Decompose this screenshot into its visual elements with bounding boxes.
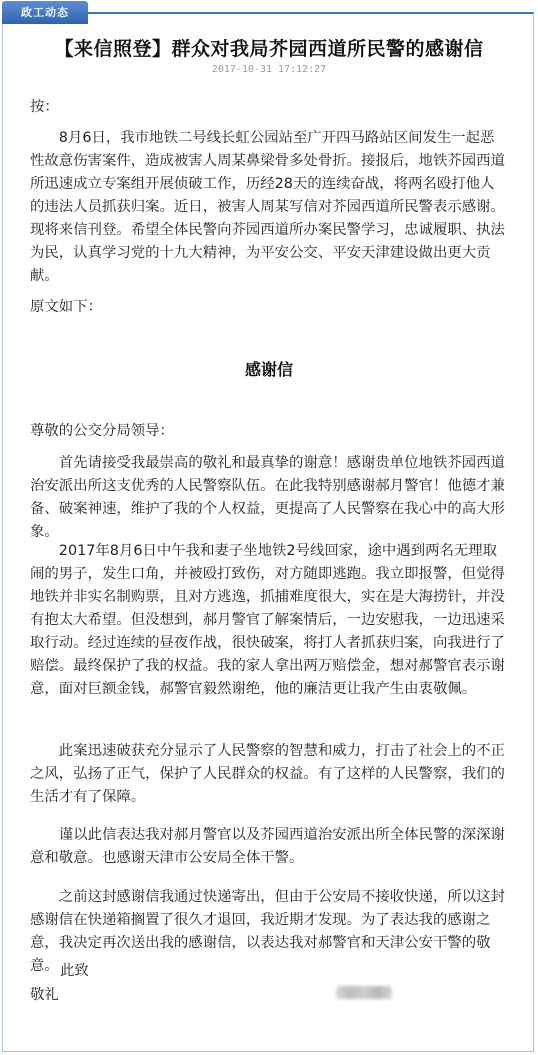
- letter-closing-2: 敬礼: [30, 987, 59, 1003]
- article-title: 【来信照登】群众对我局芥园西道所民警的感谢信: [54, 38, 484, 60]
- letter-paragraph: 首先请接受我最崇高的敬礼和最真挚的谢意！感谢贵单位地铁芥园西道治安派出所这支优秀的人民警察队伍。在此我特别感谢郝月警官！他德才兼备、破案神速，维护了我的个人权益，更提高了人民警察在我心中的高大形象。: [30, 455, 505, 540]
- letter-salutation: 尊敬的公交分局领导：: [30, 423, 174, 439]
- letter-paragraph: 此案迅速破获充分显示了人民警察的智慧和威力，打击了社会上的不正之风，弘扬了正气，保护了人民群众的权益。有了这样的人民警察，我们的生活才有了保障。: [30, 743, 505, 805]
- note-label: 按：: [30, 99, 59, 115]
- letter-paragraph: 之前这封感谢信我通过快递寄出，但由于公安局不接收快递，所以这封感谢信在快递箱搁置了很久才退回，我近期才发现。为了表达我的感谢之意，我决定再次送出我的感谢信，以表达我对郝警官和天津公安干警的敬意。: [30, 889, 505, 974]
- letter-paragraph: 谨以此信表达我对郝月警官以及芥园西道治安派出所全体民警的深深谢意和敬意。也感谢天津市公安局全体干警。: [30, 827, 505, 866]
- article-date: 2017-10-31 17:12:27: [211, 64, 327, 75]
- letter-closing-1: 此致: [60, 963, 89, 979]
- tab-news-category[interactable]: 政工动态: [2, 1, 88, 24]
- letter-paragraph: 2017年8月6日中午我和妻子坐地铁2号线回家，途中遇到两名无理取闹的男子，发生口角，并被殴打致伤，对方随即逃跑。我立即报警，但觉得地铁并非实名制购票，且对方逃逸，抓捕难度很大，实在是大海捞针，并没有抱太大希望。但没想到，郝月警官了解案情后，一边安慰我，一边迅速采取行动。经过连续的昼夜作战，很快破案，将打人者抓获归案，向我进行了赔偿。最终保护了我的权益。我的家人拿出两万赔偿金，想对郝警官表示谢意，面对巨额金钱，郝警官毅然谢绝，他的廉洁更让我产生由衷敬佩。: [30, 543, 505, 697]
- redacted-signature: [336, 986, 392, 999]
- letter-heading: 感谢信: [244, 360, 293, 379]
- original-label: 原文如下：: [30, 299, 102, 315]
- note-paragraph: 8月6日，我市地铁二号线长虹公园站至广开四马路站区间发生一起恶性故意伤害案件，造成被害人周某鼻梁骨多处骨折。接报后，地铁芥园西道所迅速成立专案组开展侦破工作，历经28天的连续奋战，将两名殴打他人的违法人员抓获归案。近日，被害人周某写信对芥园西道所民警表示感谢。现将来信刊登。希望全体民警向芥园西道所办案民警学习，忠诚履职、执法为民，认真学习党的十九大精神，为平安公交、平安天津建设做出更大贡献。: [30, 130, 505, 284]
